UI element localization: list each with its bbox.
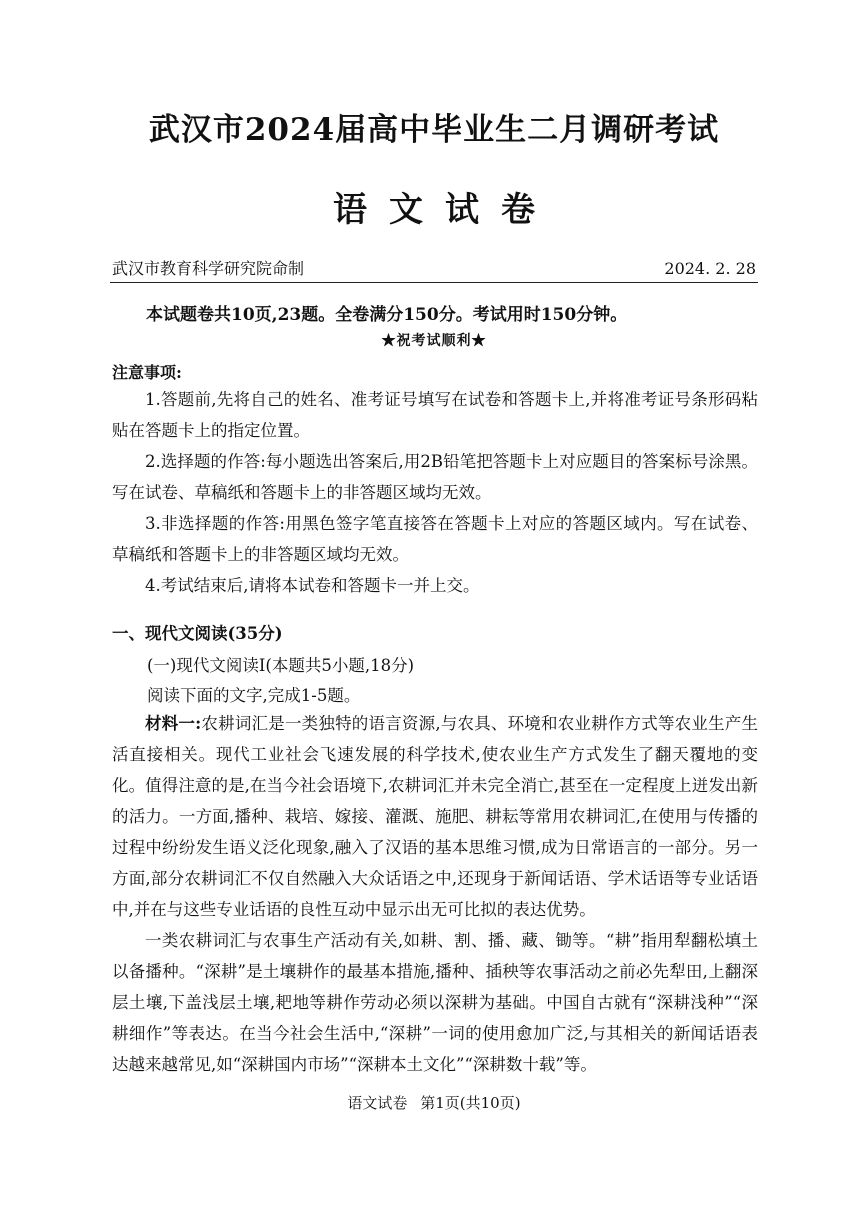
section-heading: 一、现代文阅读(35分) xyxy=(112,624,283,643)
reading-instruction: 阅读下面的文字,完成1-5题。 xyxy=(147,686,361,705)
page-number: 第1页(共10页) xyxy=(420,1094,521,1112)
good-luck-banner: ★祝考试顺利★ xyxy=(381,333,487,349)
header-divider xyxy=(110,282,758,283)
exam-summary: 本试题卷共10页,23题。全卷满分150分。考试用时150分钟。 xyxy=(146,305,628,325)
material-paragraph xyxy=(112,708,758,925)
note-item: 1.答题前,先将自己的姓名、准考证号填写在试卷和答题卡上,并将准考证号条形码粘贴在答题卡上的指定位置。 xyxy=(112,390,758,440)
note-item: 3.非选择题的作答:用黑色签字笔直接答在答题卡上对应的答题区域内。写在试卷、草稿纸和答题卡上的非答题区域均无效。 xyxy=(112,514,758,564)
issuer-label: 武汉市教育科学研究院命制 xyxy=(112,259,305,278)
material-label: 材料一: xyxy=(145,714,202,733)
note-item: 4.考试结束后,请将本试卷和答题卡一并上交。 xyxy=(145,576,480,595)
page-footer xyxy=(0,1092,868,1113)
exam-title: 武汉市2024届高中毕业生二月调研考试 xyxy=(148,112,720,148)
subsection-heading: (一)现代文阅读Ⅰ(本题共5小题,18分) xyxy=(147,656,415,675)
material-paragraph: 一类农耕词汇与农事生产活动有关,如耕、割、播、藏、锄等。“耕”指用犁翻松填土以备播种。“深耕”是土壤耕作的最基本措施,播种、插秧等农事活动之前必先犁田,上翻深层土壤,下盖浅层土壤,耙地等耕作劳动必须以深耕为基础。中国自古就有“深耕浅种”“深耕细作”等表达。在当今社会生活中,“深耕”一词的使用愈加广泛,与其相关的新闻话语表达越来越常见,如“深耕国内市场”“深耕本土文化”“深耕数十载”等。 xyxy=(112,931,758,1074)
notes-heading: 注意事项: xyxy=(112,363,182,382)
note-item: 2.选择题的作答:每小题选出答案后,用2B铅笔把答题卡上对应题目的答案标号涂黑。写在试卷、草稿纸和答题卡上的非答题区域均无效。 xyxy=(112,452,758,502)
exam-date: 2024. 2. 28 xyxy=(664,259,756,278)
material-paragraph-text: 农耕词汇是一类独特的语言资源,与农具、环境和农业耕作方式等农业生产生活直接相关。现代工业社会飞速发展的科学技术,使农业生产方式发生了翻天覆地的变化。值得注意的是,在当今社会语境下,农耕词汇并未完全消亡,甚至在一定程度上迸发出新的活力。一方面,播种、栽培、嫁接、灌溉、施肥、耕耘等常用农耕词汇,在使用与传播的过程中纷纷发生语义泛化现象,融入了汉语的基本思维习惯,成为日常语言的一部分。另一方面,部分农耕词汇不仅自然融入大众话语之中,还现身于新闻话语、学术话语等专业话语中,并在与这些专业话语的良性互动中显示出无可比拟的表达优势。 xyxy=(112,714,758,919)
subject-title: 语文试卷 xyxy=(333,190,557,230)
meta-row xyxy=(112,256,756,279)
footer-subject: 语文试卷 xyxy=(347,1094,408,1112)
material-text xyxy=(112,708,758,1080)
notes-list xyxy=(112,384,758,601)
